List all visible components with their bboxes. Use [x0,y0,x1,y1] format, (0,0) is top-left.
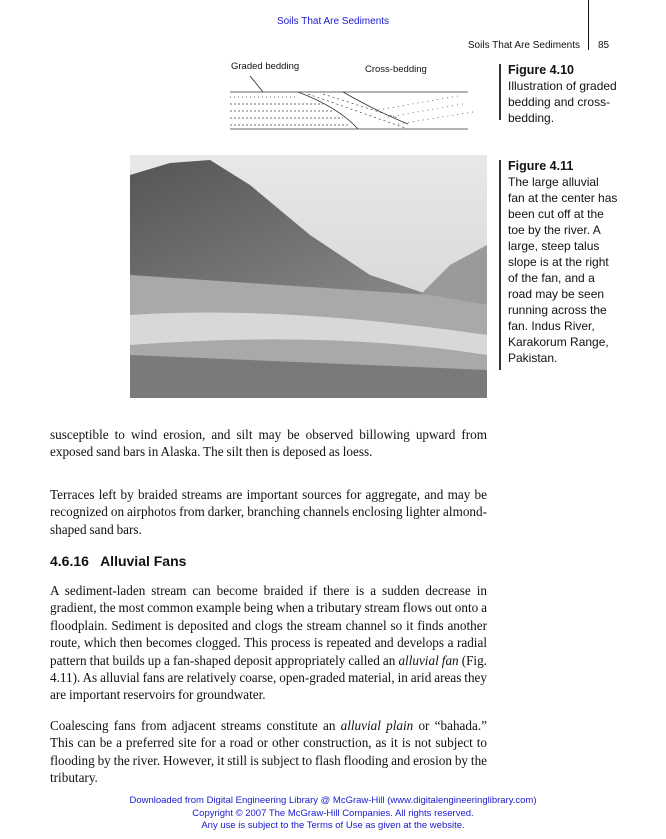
graded-bedding-label: Graded bedding [231,61,300,72]
paragraph [50,582,487,704]
caption-bar [499,160,501,370]
paragraph: susceptible to wind erosion, and silt may be observed billowing upward from exposed sand bars in Alaska. The silt then is deposed as loess. [50,427,487,460]
caption-bar [499,64,501,120]
document-title: Soils That Are Sediments [276,16,390,27]
footer [0,795,666,833]
caption-text: Illustration of graded bedding and cross-bedding. [508,79,617,125]
cross-bedding-label: Cross-bedding [365,64,427,75]
page-number: 85 [598,40,610,51]
footer-copyright: Copyright © 2007 The McGraw-Hill Companies. All rights reserved. [192,807,474,819]
paragraph: Terraces left by braided streams are important sources for aggregate, and may be recognized on airphotos from darker, branching channels enclosing lighter almond-shaped sand bars. [50,486,487,537]
figure-4-11-caption [508,158,618,366]
bedding-diagram [228,76,478,134]
caption-title: Figure 4.10 [508,63,574,77]
paragraph [50,717,487,787]
term: alluvial fan [398,652,459,668]
text: or “bahada.” This can be a preferred site for a road or other construction, as it is not subject to flooding by the river. However, it still is subject to flash flooding and erosion by the tributary. [50,717,488,786]
header-divider [588,0,589,50]
caption-text: The large alluvial fan at the center has been cut off at the toe by the river. A large, steep talus slope is at the right of the fan, and a road may be seen running across the fan. Indus River, Karakorum Range, Pakistan. [508,175,618,365]
alluvial-fan-photo [130,155,487,398]
section-heading: 4.6.16 Alluvial Fans [50,553,187,570]
text: Coalescing fans from adjacent streams constitute an [50,717,341,733]
running-head: Soils That Are Sediments [467,40,580,51]
footer-link[interactable]: Downloaded from Digital Engineering Library @ McGraw-Hill (www.digitalengineeringlibrary.com) [129,795,537,806]
body-text [50,426,487,787]
text: A sediment-laden stream can become braided if there is a sudden decrease in gradient, the most common example being when a tributary stream flows out onto a floodplain. Sediment is deposited and clogs the stream channel so it finds another route, which then becomes clogged. This process is repeated and develops a radial pattern that builds up a fan-shaped deposit appropriately called an [50,583,487,668]
figure-4-10-caption [508,62,618,126]
text: (Fig. 4.11). As alluvial fans are relatively coarse, open-graded material, in arid areas they are important reservoirs for groundwater. [50,652,487,703]
footer-terms: Any use is subject to the Terms of Use as given at the website. [201,820,465,831]
term: alluvial plain [340,717,414,733]
caption-title: Figure 4.11 [508,159,574,173]
